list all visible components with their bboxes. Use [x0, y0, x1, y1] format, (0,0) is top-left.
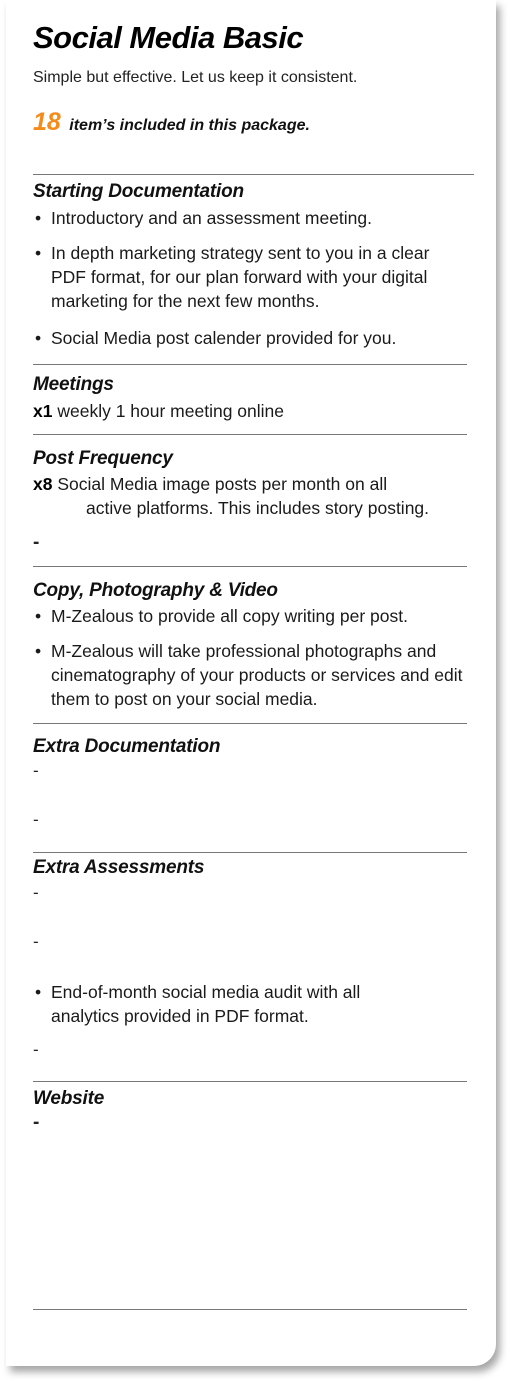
- frequency-text-2: active platforms. This includes story posting.: [86, 498, 430, 518]
- list-item: • End-of-month social media audit with all analytics provided in PDF format.: [35, 982, 361, 1026]
- frequency-line: [33, 472, 468, 520]
- frequency-dash: -: [33, 532, 40, 553]
- extra-docs-dash: -: [33, 810, 39, 829]
- meetings-qty: x1: [33, 401, 53, 421]
- list-item: • M-Zealous will take professional photographs and cinematography of your products or services and edit them to post on your social media.: [35, 641, 463, 709]
- section-heading-copy: Copy, Photography & Video: [33, 580, 278, 601]
- divider: [33, 723, 467, 724]
- list-item: • M-Zealous to provide all copy writing per post.: [35, 606, 408, 626]
- divider: [33, 434, 467, 435]
- divider: [33, 852, 467, 853]
- extra-docs-dash: -: [33, 761, 39, 780]
- list-item: • Introductory and an assessment meeting.: [35, 208, 373, 228]
- extra-assess-dash: -: [33, 883, 39, 902]
- meetings-line: [33, 399, 284, 423]
- section-heading-meetings: Meetings: [33, 374, 114, 395]
- extra-assess-dash: -: [33, 1040, 39, 1059]
- section-heading-extra-documentation: Extra Documentation: [33, 736, 221, 757]
- divider: [33, 174, 474, 175]
- list-item: • In depth marketing strategy sent to you in a clear PDF format, for our plan forward with your digital marketing for the next few months.: [35, 243, 430, 311]
- section-heading-website: Website: [33, 1088, 105, 1109]
- divider: [33, 364, 467, 365]
- package-subtitle: Simple but effective. Let us keep it consistent.: [33, 69, 358, 86]
- frequency-text-1: Social Media image posts per month on all: [57, 474, 388, 494]
- section-heading-extra-assessments: Extra Assessments: [33, 857, 205, 878]
- section-heading-frequency: Post Frequency: [33, 448, 173, 469]
- divider: [33, 1309, 467, 1310]
- divider: [33, 1081, 467, 1082]
- item-count-line: [33, 108, 310, 137]
- item-count-text: item’s included in this package.: [69, 117, 310, 134]
- divider: [33, 566, 467, 567]
- extra-assess-dash: -: [33, 932, 39, 951]
- item-count: 18: [33, 108, 61, 136]
- meetings-text: weekly 1 hour meeting online: [57, 401, 285, 421]
- section-heading-starting: Starting Documentation: [33, 181, 244, 202]
- package-title: Social Media Basic: [33, 20, 304, 55]
- list-item: • Social Media post calender provided for you.: [35, 328, 397, 348]
- frequency-qty: x8: [33, 474, 53, 494]
- website-dash: -: [33, 1112, 40, 1133]
